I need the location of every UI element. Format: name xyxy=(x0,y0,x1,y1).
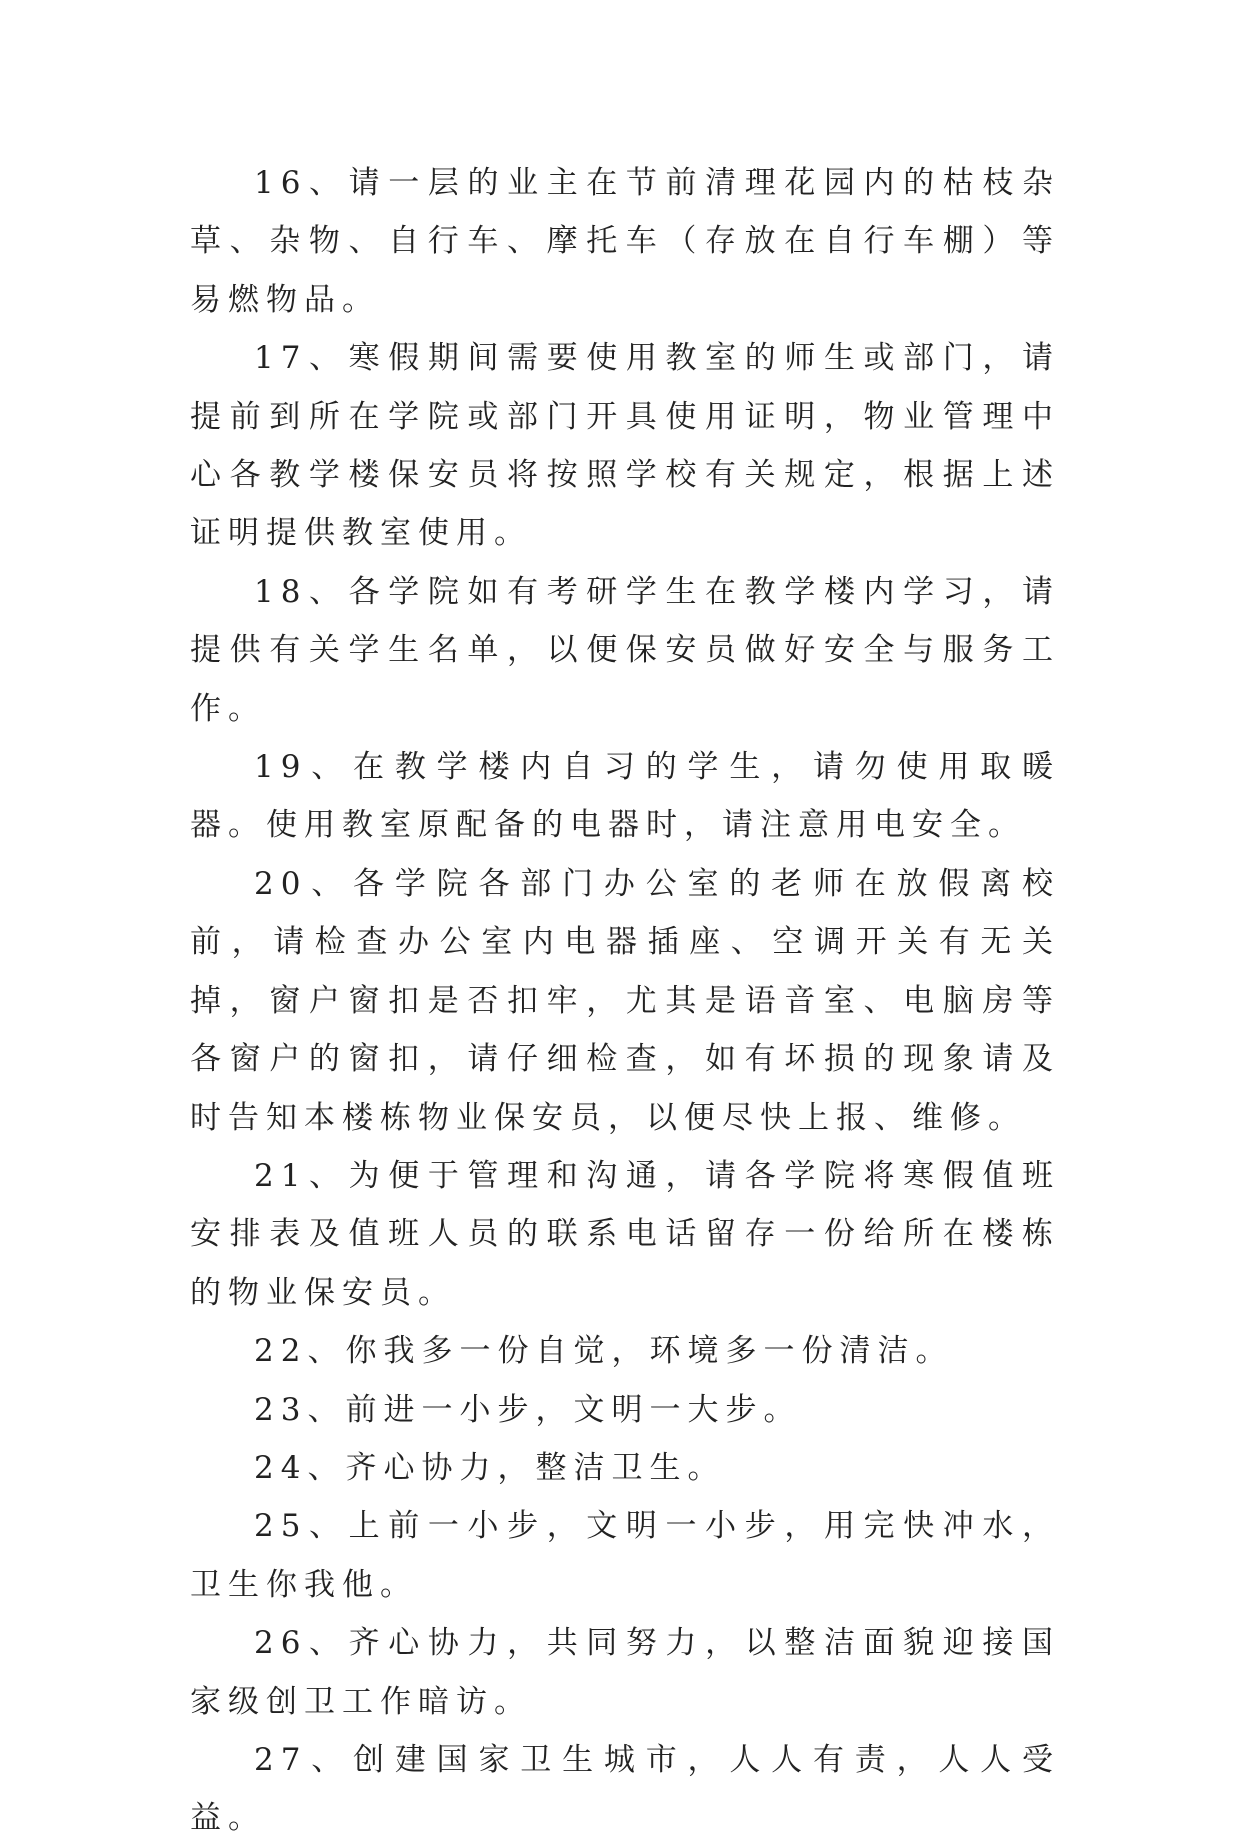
paragraph-25: 25、上前一小步，文明一小步，用完快冲水，卫生你我他。 xyxy=(190,1508,1060,1603)
paragraph-16: 16、请一层的业主在节前清理花园内的枯枝杂草、杂物、自行车、摩托车（存放在自行车棚）等易燃物品。 xyxy=(190,165,1060,318)
paragraph-22: 22、你我多一份自觉，环境多一份清洁。 xyxy=(254,1333,954,1370)
paragraph-17: 17、寒假期间需要使用教室的师生或部门，请提前到所在学院或部门开具使用证明，物业管理中心各教学楼保安员将按照学校有关规定，根据上述证明提供教室使用。 xyxy=(190,340,1060,552)
paragraph-21: 21、为便于管理和沟通，请各学院将寒假值班安排表及值班人员的联系电话留存一份给所在楼栋的物业保安员。 xyxy=(190,1157,1060,1311)
document-body xyxy=(190,154,1060,1848)
paragraph-20: 20、各学院各部门办公室的老师在放假离校前，请检查办公室内电器插座、空调开关有无关掉，窗户窗扣是否扣牢，尤其是语音室、电脑房等各窗户的窗扣，请仔细检查，如有坏损的现象请及时告知本楼栋物业保安员，以便尽快上报、维修。 xyxy=(190,865,1060,1136)
paragraph-19: 19、在教学楼内自习的学生，请勿使用取暖器。使用教室原配备的电器时，请注意用电安全。 xyxy=(190,749,1060,844)
paragraph-24: 24、齐心协力，整洁卫生。 xyxy=(254,1449,726,1486)
paragraph-26: 26、齐心协力，共同努力，以整洁面貌迎接国家级创卫工作暗访。 xyxy=(190,1625,1060,1720)
paragraph-27: 27、创建国家卫生城市，人人有责，人人受益。 xyxy=(190,1741,1060,1837)
paragraph-18: 18、各学院如有考研学生在教学楼内学习，请提供有关学生名单，以便保安员做好安全与服务工作。 xyxy=(190,573,1060,727)
paragraph-23: 23、前进一小步，文明一大步。 xyxy=(254,1391,802,1428)
